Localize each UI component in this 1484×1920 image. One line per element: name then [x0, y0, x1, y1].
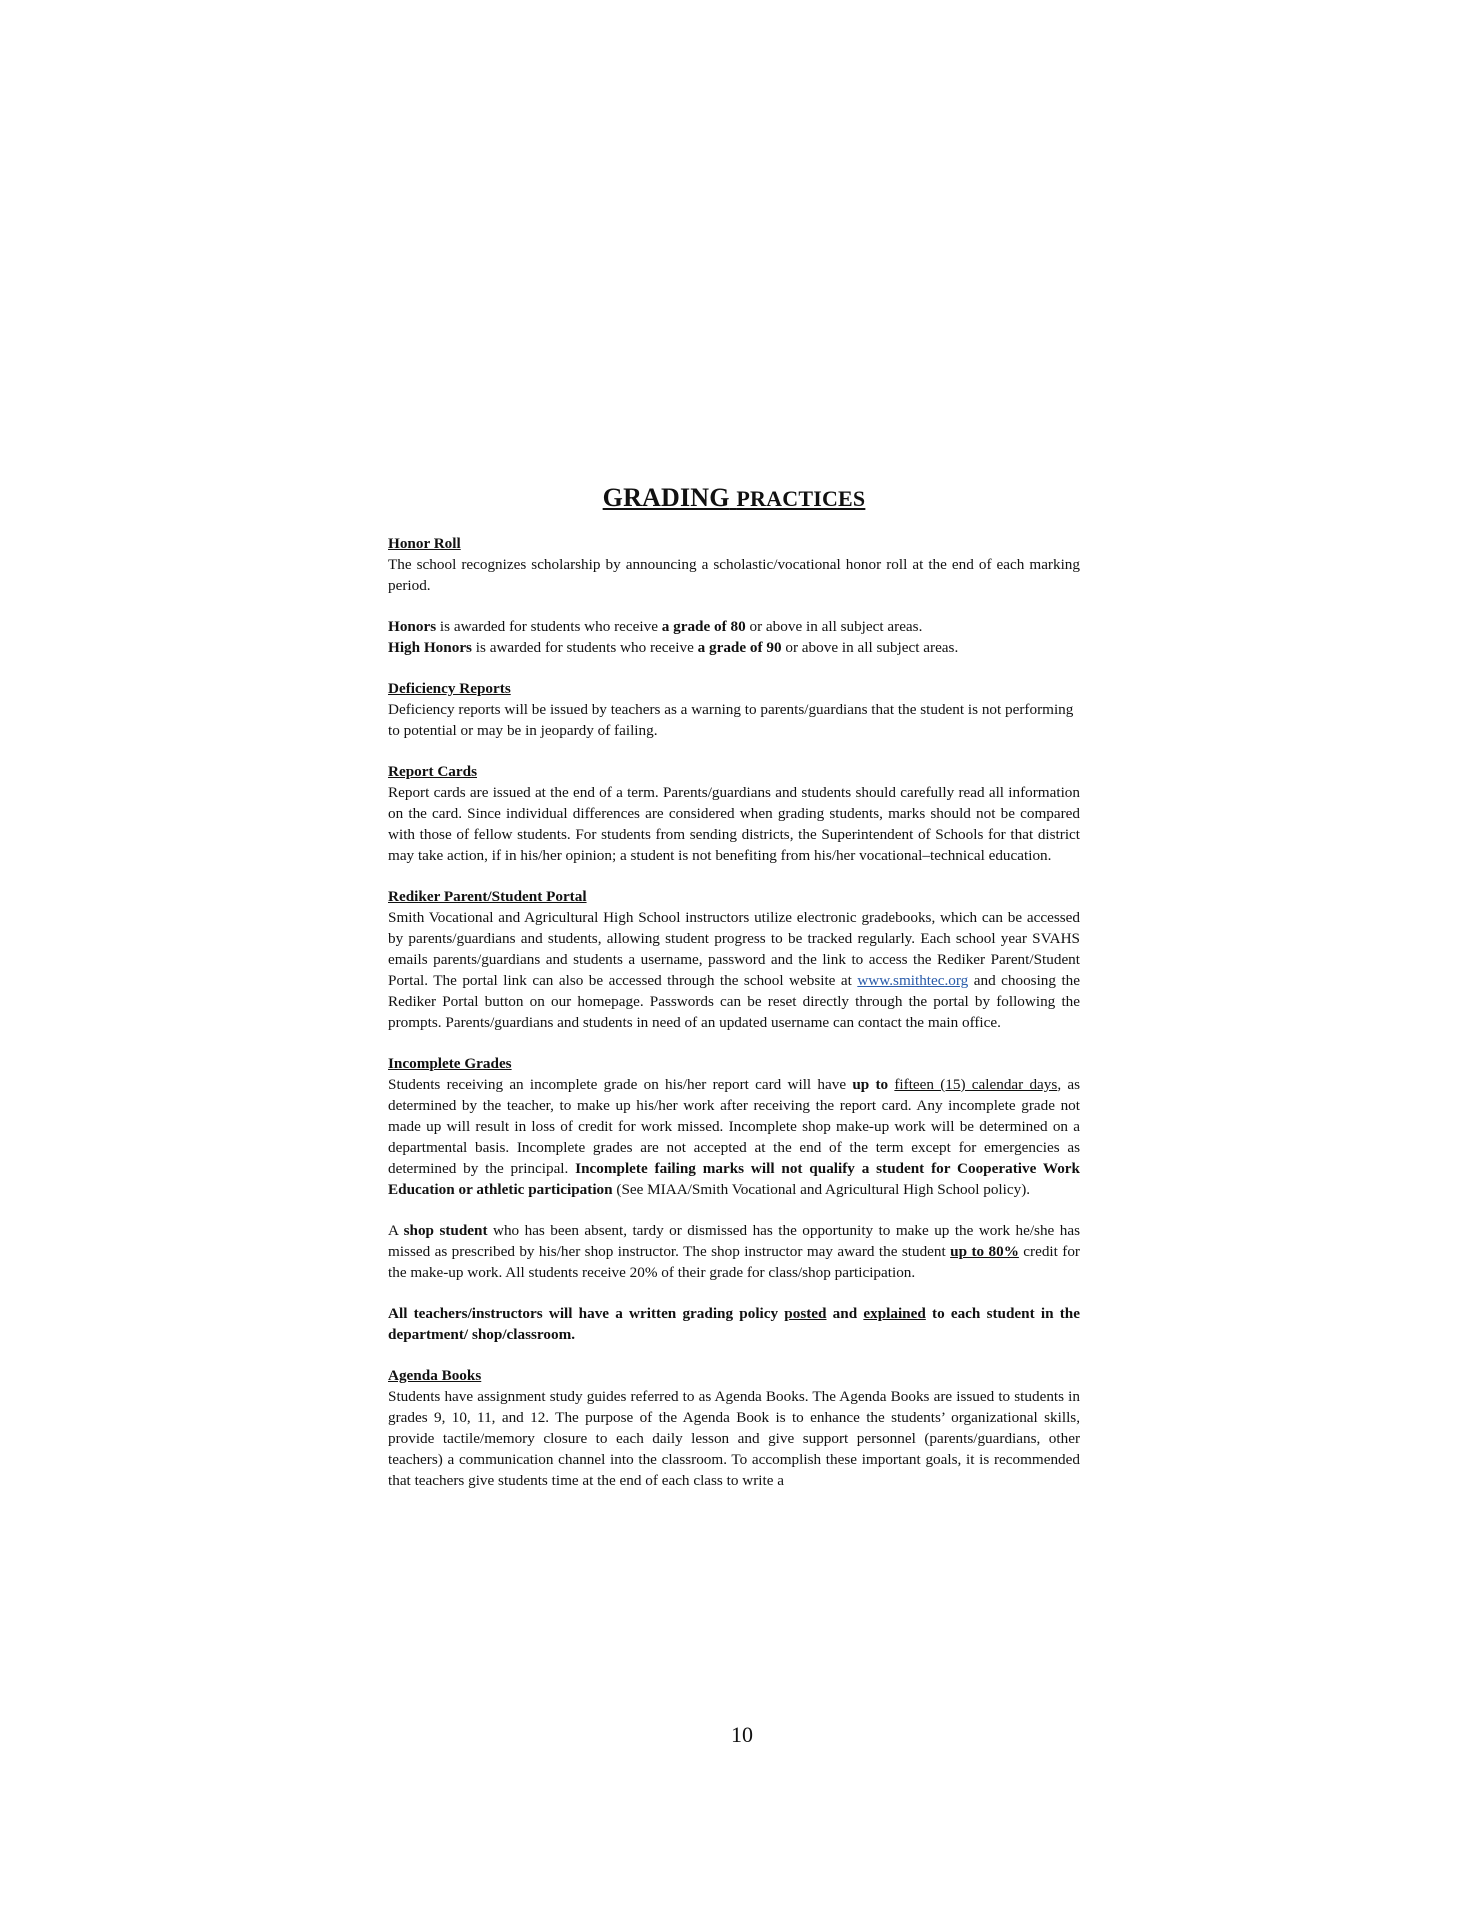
rediker-text: Smith Vocational and Agricultural High School instructors utilize electronic gradebooks, which can be accessed by parents/guardians and students, allowing student progress to be tracked regularly. Each school year SVAHS emails parents/guardians and students a username, password and the link to access the Rediker Parent/Student Portal. The portal link can also be accessed through the school website at www.smithtec.org and choosing the Rediker Portal button on our homepage. Passwords can be reset directly through the portal by following the prompts. Parents/guardians and students in need of an updated username can contact the main office. — [388, 909, 1081, 1031]
deficiency-heading: Deficiency Reports — [388, 680, 511, 697]
shop-student-text: A shop student who has been absent, tardy or dismissed has the opportunity to make up the work he/she has missed as prescribed by his/her shop instructor. The shop instructor may award the student up to 80% credit for the make-up work. All students receive 20% of their grade for class/shop participation. — [388, 1222, 1080, 1281]
deficiency-text: Deficiency reports will be issued by teachers as a warning to parents/guardians that the student is not performing to potential or may be in jeopardy of failing. — [388, 701, 1074, 739]
agenda-text: Students have assignment study guides referred to as Agenda Books. The Agenda Books are issued to students in grades 9, 10, 11, and 12. The purpose of the Agenda Book is to enhance the students’ organizational skills, provide tactile/memory closure to each daily lesson and give support personnel (parents/guardians, other teachers) a communication channel into the classroom. To accomplish these important goals, it is recommended that teachers give students time at the end of each class to write a — [388, 1388, 1080, 1489]
high-honors-line: High Honors is awarded for students who receive a grade of 90 or above in all subject areas. — [388, 639, 959, 656]
incomplete-heading: Incomplete Grades — [388, 1055, 512, 1072]
honor-roll-heading: Honor Roll — [388, 535, 461, 552]
report-cards-text: Report cards are issued at the end of a term. Parents/guardians and students should carefully read all information on the card. Since individual differences are considered when grading students, marks should not be compared with those of fellow students. For students from sending districts, the Superintendent of Schools for that district may take action, if in his/her opinion; a student is not benefiting from his/her vocational–technical education. — [388, 784, 1080, 864]
grading-policy-text: All teachers/instructors will have a written grading policy posted and explained to each student in the department/ shop/classroom. — [388, 1305, 1080, 1343]
title-part1: GRADING — [602, 483, 730, 512]
page-content — [388, 478, 1080, 1491]
title-part2: PRACTICES — [736, 486, 866, 511]
rediker-heading: Rediker Parent/Student Portal — [388, 888, 587, 905]
page-number: 10 — [731, 1722, 753, 1747]
incomplete-text: Students receiving an incomplete grade on his/her report card will have up to fifteen (15) calendar days, as determined by the teacher, to make up his/her work after receiving the report card. Any incomplete grade not made up will result in loss of credit for work missed. Incomplete shop make-up work will be determined on a departmental basis. Incomplete grades are not accepted at the end of the term except for emergencies as determined by the principal. Incomplete failing marks will not qualify a student for Cooperative Work Education or athletic participation (See MIAA/Smith Vocational and Agricultural High School policy). — [388, 1076, 1081, 1198]
honor-roll-text: The school recognizes scholarship by announcing a scholastic/vocational honor roll at the end of each marking period. — [388, 556, 1080, 594]
honors-line: Honors is awarded for students who receive a grade of 80 or above in all subject areas. — [388, 618, 923, 635]
report-cards-heading: Report Cards — [388, 763, 478, 780]
agenda-heading: Agenda Books — [388, 1367, 482, 1384]
school-website-link[interactable]: www.smithtec.org — [857, 972, 969, 989]
page-title — [388, 478, 1080, 519]
